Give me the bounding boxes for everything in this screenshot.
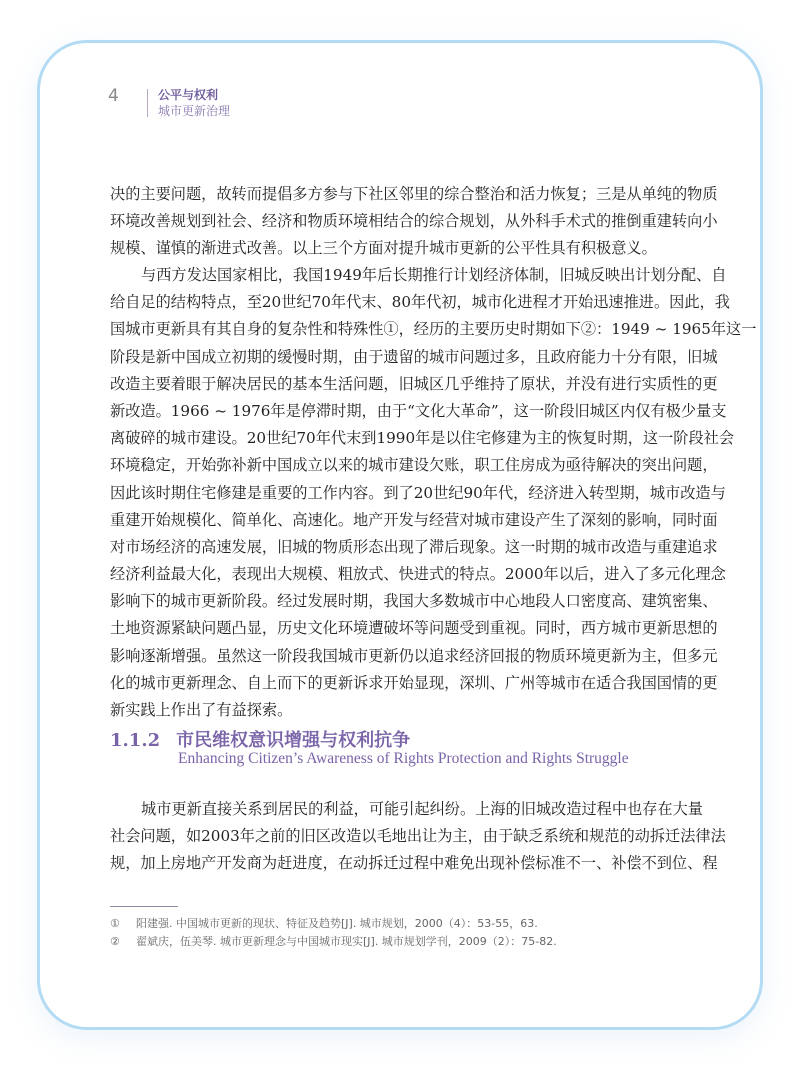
text-line: 给自足的结构特点，至20世纪70年代末、80年代初，城市化进程才开始迅速推进。因此，我 — [110, 293, 730, 312]
footnote-rule — [110, 906, 178, 907]
paragraph-2 — [110, 262, 757, 724]
footnote-2 — [110, 933, 557, 949]
text-line: 影响下的城市更新阶段。经过发展时期，我国大多数城市中心地段人口密度高、建筑密集、 — [110, 592, 718, 611]
footnote-1 — [110, 915, 538, 931]
text-line: 离破碎的城市建设。20世纪70年代末到1990年是以住宅修建为主的恢复时期，这一阶段社会 — [110, 429, 735, 448]
text-line: 规模、谨慎的渐进式改善。以上三个方面对提升城市更新的公平性具有积极意义。 — [110, 239, 657, 258]
text-line: 影响逐渐增强。虽然这一阶段我国城市更新仍以追求经济回报的物质环境更新为主，但多元 — [110, 646, 718, 665]
header-divider — [147, 89, 148, 117]
section-title: 市民维权意识增强与权利抗争 — [176, 730, 411, 751]
section-title-english: Enhancing Citizen’s Awareness of Rights Protection and Rights Struggle — [178, 750, 629, 767]
footnote-mark: ② — [110, 935, 120, 948]
text-line: 因此该时期住宅修建是重要的工作内容。到了20世纪90年代，经济进入转型期，城市改造与 — [110, 483, 726, 502]
text-line: 环境稳定，开始弥补新中国成立以来的城市建设欠账，职工住房成为亟待解决的突出问题， — [110, 456, 718, 475]
text-line: 化的城市更新理念、自上而下的更新诉求开始显现，深圳、广州等城市在适合我国国情的更 — [110, 673, 718, 692]
text-line: 对市场经济的高速发展，旧城的物质形态出现了滞后现象。这一时期的城市改造与重建追求 — [110, 537, 718, 556]
text-line: 与西方发达国家相比，我国1949年后长期推行计划经济体制，旧城反映出计划分配、自 — [141, 266, 727, 284]
running-header-subtitle: 城市更新治理 — [158, 104, 231, 118]
paragraph-1 — [110, 181, 718, 263]
text-line: 重建开始规模化、简单化、高速化。地产开发与经营对城市建设产生了深刻的影响，同时面 — [110, 510, 718, 529]
text-line: 社会问题，如2003年之前的旧区改造以毛地出让为主，由于缺乏系统和规范的动拆迁法律法 — [110, 827, 726, 846]
text-line: 环境改善规划到社会、经济和物质环境相结合的综合规划，从外科手术式的推倒重建转向小 — [110, 212, 718, 231]
text-line: 规，加上房地产开发商为赶进度，在动拆迁过程中难免出现补偿标准不一、补偿不到位、程 — [110, 854, 718, 873]
text-line: 改造主要着眼于解决居民的基本生活问题，旧城区几乎维持了原状，并没有进行实质性的更 — [110, 374, 718, 393]
text-line: 新实践上作出了有益探索。 — [110, 701, 293, 719]
paragraph-3 — [110, 796, 726, 878]
section-number: 1.1.2 — [110, 730, 161, 751]
text-line: 城市更新直接关系到居民的利益，可能引起纠纷。上海的旧城改造过程中也存在大量 — [141, 800, 703, 818]
section-heading — [110, 726, 410, 752]
text-line: 土地资源紧缺问题凸显，历史文化环境遭破坏等问题受到重视。同时，西方城市更新思想的 — [110, 619, 718, 638]
text-line: 国城市更新具有其自身的复杂性和特殊性①，经历的主要历史时期如下②：1949 ~ 1965年这一 — [110, 320, 757, 339]
text-line: 决的主要问题，故转而提倡多方参与下社区邻里的综合整治和活力恢复；三是从单纯的物质 — [110, 185, 718, 203]
text-line: 经济利益最大化，表现出大规模、粗放式、快进式的特点。2000年以后，进入了多元化理念 — [110, 565, 726, 584]
footnote-text: 翟斌庆，伍美琴. 城市更新理念与中国城市现实[J]. 城市规划学刊，2009（2）：75-82. — [136, 935, 557, 948]
text-line: 新改造。1966 ~ 1976年是停滞时期，由于“文化大革命”，这一阶段旧城区内仅有极少量支 — [110, 401, 727, 420]
text-line: 阶段是新中国成立初期的缓慢时期，由于遗留的城市问题过多，且政府能力十分有限，旧城 — [110, 347, 718, 366]
footnote-mark: ① — [110, 917, 120, 930]
footnote-text: 阳建强. 中国城市更新的现状、特征及趋势[J]. 城市规划，2000（4）：53-55，63. — [136, 917, 538, 930]
page-number: 4 — [108, 86, 119, 106]
running-header-title: 公平与权利 — [158, 88, 219, 102]
